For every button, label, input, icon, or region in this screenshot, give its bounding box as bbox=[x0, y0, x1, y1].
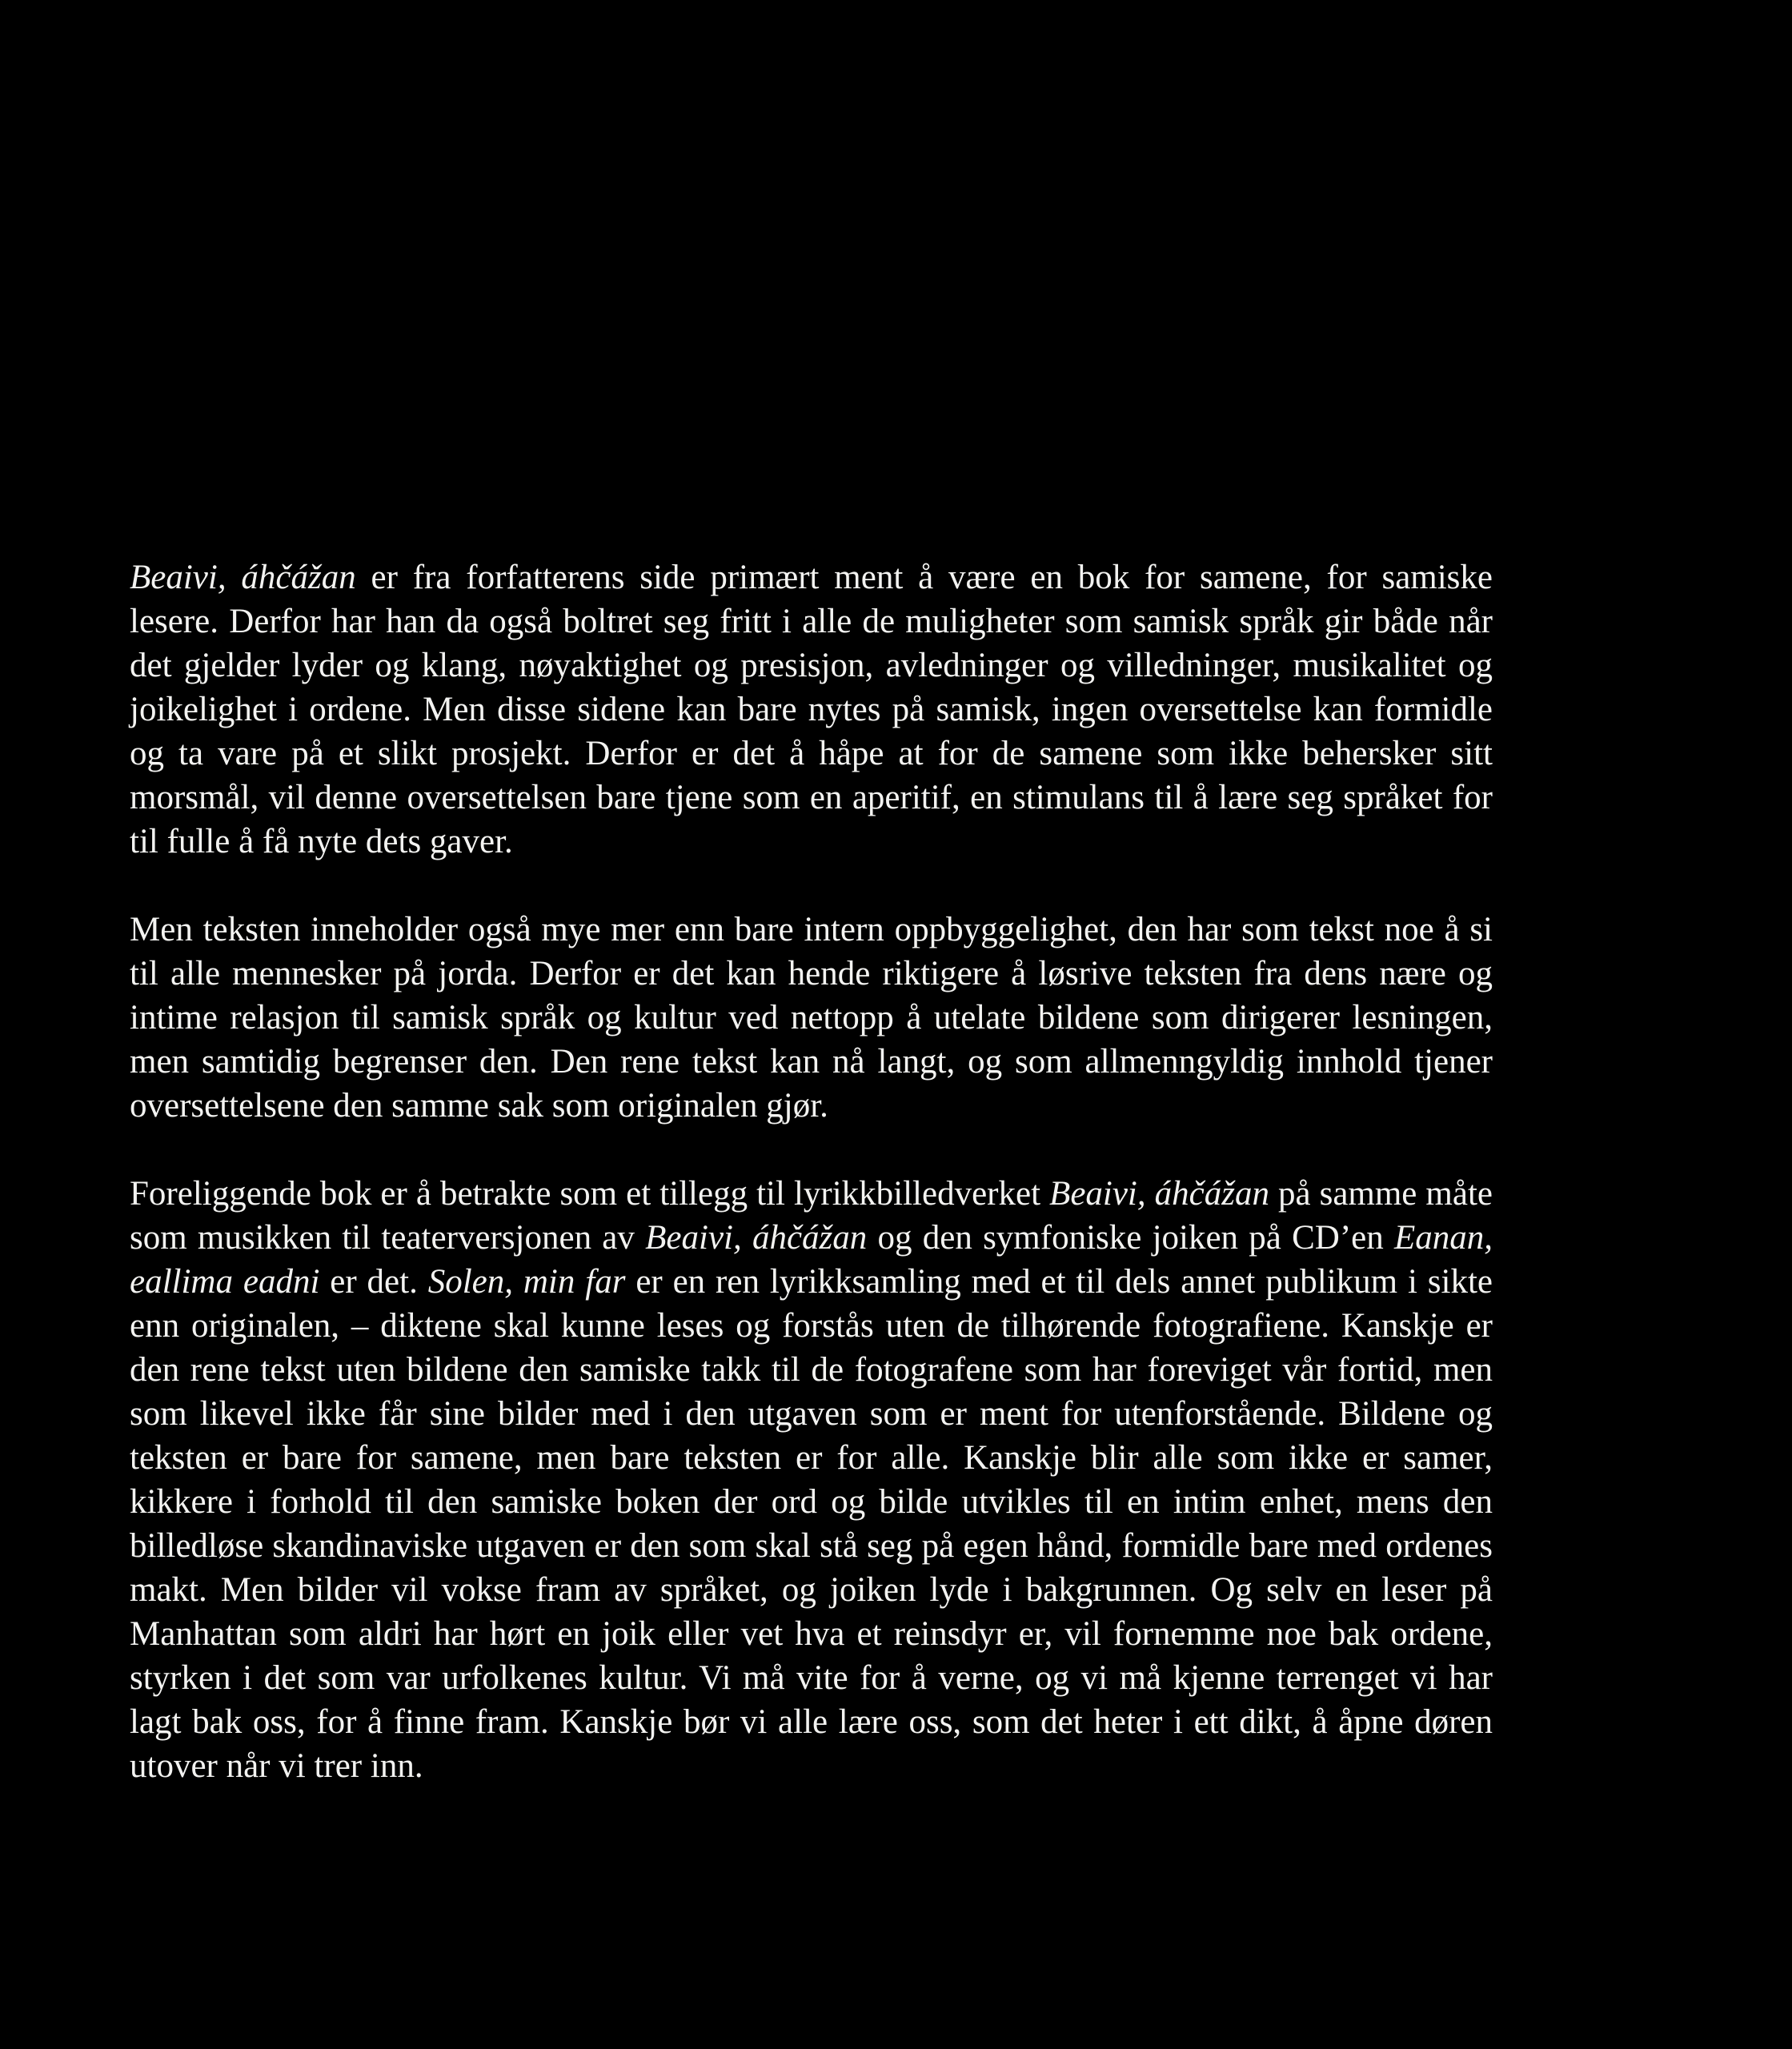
book-title-italic-run: Solen, min far bbox=[427, 1263, 626, 1301]
text-run: og den symfoniske joiken på CD’en bbox=[867, 1219, 1394, 1257]
book-title-italic-run: Beaivi, áhčážan bbox=[645, 1219, 868, 1257]
page-text-block bbox=[130, 555, 1493, 1788]
book-title-italic-run: Beaivi, áhčážan bbox=[130, 559, 356, 596]
paragraph-2 bbox=[130, 908, 1493, 1128]
text-run: er fra forfatterens side primært ment å være en bok for samene, for samiske lesere. Derfor har han da også boltret seg fritt i alle de muligheter som samisk språk gir både når det gjelder lyder og klang, nøyaktighet og presisjon, avledninger og villedninger, musikalitet og joikelighet i ordene. Men disse sidene kan bare nytes på samisk, ingen oversettelse kan formidle og ta vare på et slikt prosjekt. Derfor er det å håpe at for de samene som ikke behersker sitt morsmål, vil denne oversettelsen bare tjene som en aperitif, en stimulans til å lære seg språket for til fulle å få nyte dets gaver. bbox=[130, 559, 1493, 860]
paragraph-1 bbox=[130, 555, 1493, 864]
text-run: på samme måte som musikken til teaterversjonen av bbox=[130, 1175, 1493, 1257]
text-run: Foreliggende bok er å betrakte som et tillegg til lyrikkbilledverket bbox=[130, 1175, 1050, 1213]
book-title-italic-run: Beaivi, áhčážan bbox=[1049, 1175, 1269, 1213]
text-run: Men teksten inneholder også mye mer enn bare intern oppbyggelighet, den har som tekst noe å si til alle mennesker på jorda. Derfor er det kan hende riktigere å løsrive teksten fra dens nære og intime relasjon til samisk språk og kultur ved nettopp å utelate bildene som dirigerer lesningen, men samtidig begrenser den. Den rene tekst kan nå langt, og som allmenngyldig innhold tjener oversettelsene den samme sak som originalen gjør. bbox=[130, 911, 1493, 1125]
text-run: er det. bbox=[319, 1263, 428, 1301]
paragraph-3 bbox=[130, 1172, 1493, 1788]
book-title-italic-run: Eanan, eallima eadni bbox=[130, 1219, 1493, 1301]
text-run: er en ren lyrikksamling med et til dels annet publikum i sikte enn originalen, – diktene skal kunne leses og forstås uten de tilhørende fotografiene. Kanskje er den rene tekst uten bildene den samiske takk til de fotografene som har foreviget vår fortid, men som likevel ikke får sine bilder med i den utgaven som er ment for utenforstående. Bildene og teksten er bare for samene, men bare teksten er for alle. Kanskje blir alle som ikke er samer, kikkere i forhold til den samiske boken der ord og bilde utvikles til en intim enhet, mens den billedløse skandinaviske utgaven er den som skal stå seg på egen hånd, formidle bare med ordenes makt. Men bilder vil vokse fram av språket, og joiken lyde i bakgrunnen. Og selv en leser på Manhattan som aldri har hørt en joik eller vet hva et reinsdyr er, vil fornemme noe bak ordene, styrken i det som var urfolkenes kultur. Vi må vite for å verne, og vi må kjenne terrenget vi har lagt bak oss, for å finne fram. Kanskje bør vi alle lære oss, som det heter i ett dikt, å åpne døren utover når vi trer inn. bbox=[130, 1263, 1493, 1785]
